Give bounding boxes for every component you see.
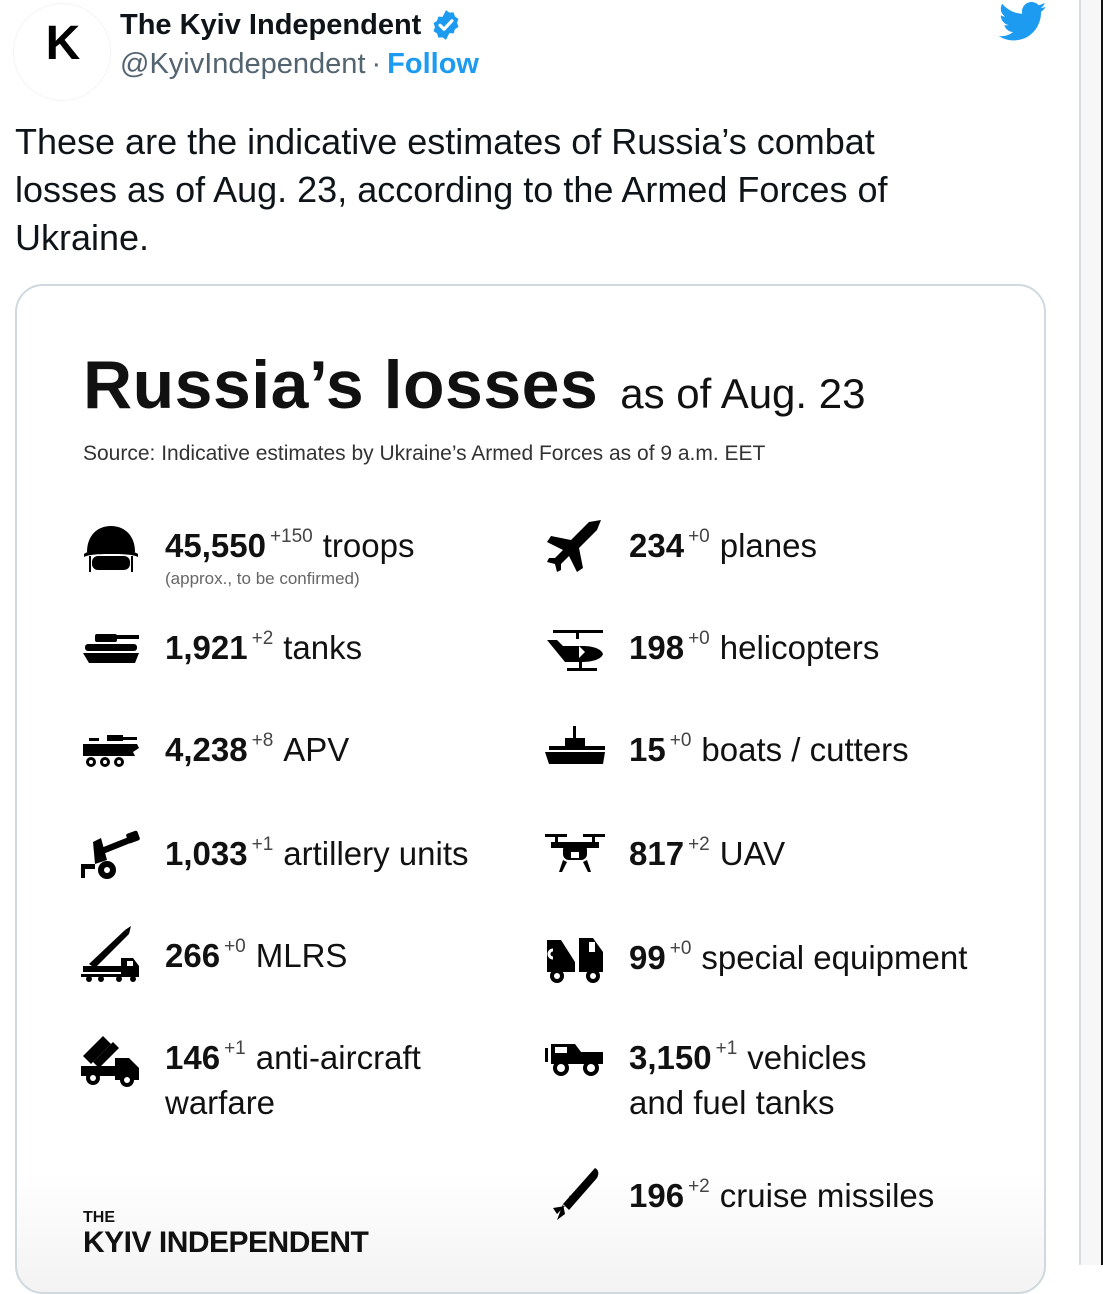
stat-tanks bbox=[79, 616, 362, 680]
stat-value: 266 bbox=[165, 937, 221, 974]
stat-mlrs bbox=[79, 924, 347, 988]
helicopter-icon bbox=[543, 616, 607, 680]
stat-value: 15 bbox=[629, 731, 666, 768]
stat-delta: +1 bbox=[224, 1038, 246, 1059]
card-source: Source: Indicative estimates by Ukraine’s Armed Forces as of 9 a.m. EET bbox=[83, 442, 766, 465]
stat-delta: +2 bbox=[688, 834, 710, 855]
stat-troops bbox=[79, 514, 414, 590]
stat-cruise-missiles bbox=[543, 1164, 934, 1228]
stat-delta: +0 bbox=[688, 628, 710, 649]
tank-icon bbox=[79, 616, 143, 680]
stat-value: 234 bbox=[629, 527, 685, 564]
brand-logo bbox=[83, 1210, 368, 1260]
author-name[interactable]: The Kyiv Independent bbox=[120, 8, 422, 41]
stat-label: boats / cutters bbox=[701, 731, 909, 768]
stat-delta: +8 bbox=[251, 730, 274, 751]
verified-badge-icon bbox=[429, 8, 463, 42]
stat-label: cruise missiles bbox=[719, 1177, 935, 1214]
stat-apv bbox=[79, 718, 349, 782]
brand-name: KYIV INDEPENDENT bbox=[83, 1226, 369, 1259]
stat-delta: +0 bbox=[224, 936, 246, 957]
stat-delta: +0 bbox=[669, 730, 692, 751]
apv-icon bbox=[79, 718, 143, 782]
cruise-missile-icon bbox=[543, 1164, 607, 1228]
stat-label: vehicles and fuel tanks bbox=[629, 1039, 867, 1121]
stat-delta: +1 bbox=[251, 834, 274, 855]
stat-label: special equipment bbox=[701, 939, 968, 976]
helmet-icon bbox=[79, 514, 143, 578]
twitter-bird-icon[interactable] bbox=[998, 2, 1048, 42]
card-title-date: as of Aug. 23 bbox=[620, 370, 866, 417]
avatar-letter: K bbox=[45, 16, 81, 70]
special-equipment-icon bbox=[543, 926, 607, 990]
stat-anti-aircraft bbox=[79, 1026, 469, 1125]
stat-label: troops bbox=[322, 527, 415, 564]
author-name-row[interactable] bbox=[120, 8, 463, 42]
stat-value: 146 bbox=[165, 1039, 221, 1076]
stat-value: 4,238 bbox=[165, 731, 248, 768]
mlrs-icon bbox=[79, 924, 143, 988]
tweet-text: These are the indicative estimates of Russia’s combat losses as of Aug. 23, according to the Armed Forces of Ukraine. bbox=[15, 121, 888, 258]
author-avatar[interactable] bbox=[14, 4, 110, 100]
stat-note: (approx., to be confirmed) bbox=[165, 569, 360, 588]
scrollbar-gutter[interactable] bbox=[1079, 0, 1101, 1265]
stat-label: MLRS bbox=[255, 937, 348, 974]
author-handle[interactable]: @KyivIndependent bbox=[120, 48, 366, 80]
stat-value: 198 bbox=[629, 629, 685, 666]
card-title-bold: Russia’s losses bbox=[83, 347, 599, 423]
anti-aircraft-icon bbox=[79, 1026, 143, 1090]
stat-value: 45,550 bbox=[165, 527, 266, 564]
stat-delta: +150 bbox=[269, 526, 313, 547]
separator-dot: · bbox=[371, 48, 382, 80]
stat-value: 99 bbox=[629, 939, 666, 976]
stat-value: 1,921 bbox=[165, 629, 248, 666]
stat-value: 196 bbox=[629, 1177, 685, 1214]
author-handle-row bbox=[120, 48, 479, 81]
stat-special-equipment bbox=[543, 926, 967, 990]
stat-planes bbox=[543, 514, 817, 578]
stat-uav bbox=[543, 822, 785, 886]
plane-icon bbox=[543, 514, 607, 578]
stat-delta: +0 bbox=[669, 938, 692, 959]
stat-artillery bbox=[79, 822, 469, 886]
stat-helicopters bbox=[543, 616, 879, 680]
card-title bbox=[83, 346, 865, 424]
stat-label: UAV bbox=[719, 835, 786, 872]
stat-label: anti-aircraft warfare bbox=[165, 1039, 421, 1121]
stat-label: artillery units bbox=[283, 835, 469, 872]
stat-label: tanks bbox=[283, 629, 363, 666]
stat-label: helicopters bbox=[719, 629, 880, 666]
stat-delta: +0 bbox=[688, 526, 710, 547]
stat-boats bbox=[543, 718, 909, 782]
stat-value: 817 bbox=[629, 835, 685, 872]
drone-icon bbox=[543, 822, 607, 886]
follow-button[interactable]: Follow bbox=[387, 48, 479, 80]
stat-value: 1,033 bbox=[165, 835, 248, 872]
jeep-icon bbox=[543, 1026, 607, 1090]
stat-value: 3,150 bbox=[629, 1039, 712, 1076]
stat-vehicles bbox=[543, 1026, 867, 1125]
artillery-icon bbox=[79, 822, 143, 886]
brand-the: THE bbox=[83, 1209, 115, 1226]
boat-icon bbox=[543, 718, 607, 782]
stat-label: APV bbox=[283, 731, 350, 768]
stat-delta: +2 bbox=[688, 1176, 710, 1197]
media-card[interactable] bbox=[15, 284, 1046, 1294]
stat-delta: +1 bbox=[715, 1038, 738, 1059]
stat-label: planes bbox=[719, 527, 817, 564]
stat-delta: +2 bbox=[251, 628, 274, 649]
